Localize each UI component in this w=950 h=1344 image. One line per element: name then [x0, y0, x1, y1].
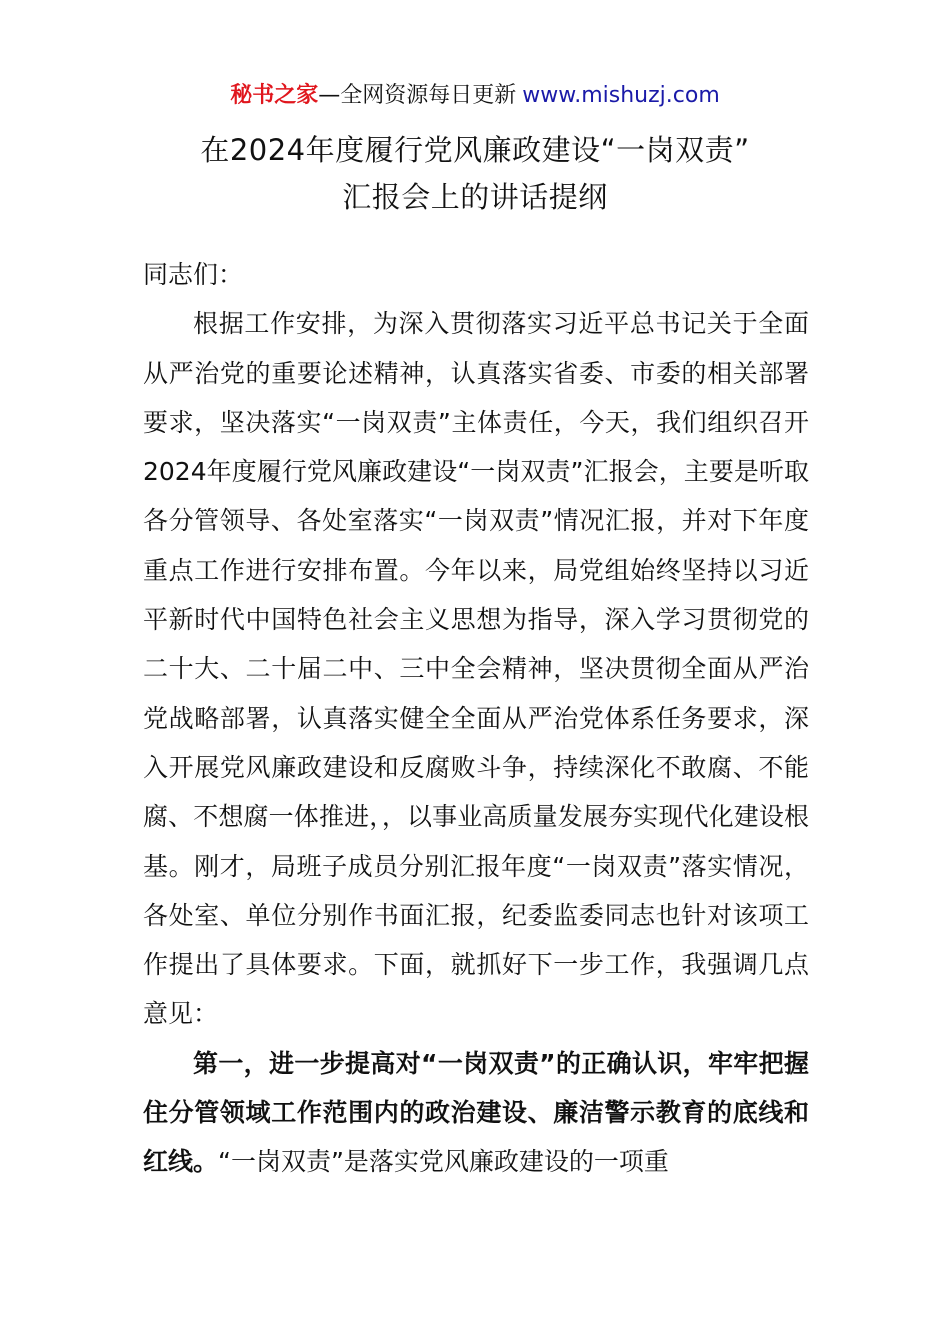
salutation: 同志们：	[143, 260, 244, 289]
site-name: 秘书之家	[230, 83, 319, 108]
paragraph-2	[143, 1039, 809, 1187]
site-tagline: —全网资源每日更新	[318, 83, 517, 108]
site-watermark-header	[0, 80, 950, 112]
document-title-line1: 在2024年度履行党风廉政建设“一岗双责”	[200, 133, 750, 167]
paragraph-2-text: “一岗双责”是落实党风廉政建设的一项重	[218, 1147, 669, 1177]
paragraph-2-heading: 第一，进一步提高对“一岗双责”的正确认识，牢牢把握住分管领域工作范围内的政治建设、廉洁警示教育的底线和红线。	[143, 1048, 809, 1177]
paragraph-1: 根据工作安排，为深入贯彻落实习近平总书记关于全面从严治党的重要论述精神，认真落实省委、市委的相关部署要求，坚决落实“一岗双责”主体责任，今天，我们组织召开2024年度履行党风廉政建设“一岗双责”汇报会，主要是听取各分管领导、各处室落实“一岗双责”情况汇报，并对下年度重点工作进行安排布置。今年以来，局党组始终坚持以习近平新时代中国特色社会主义思想为指导，深入学习贯彻党的二十大、二十届二中、三中全会精神，坚决贯彻全面从严治党战略部署，认真落实健全全面从严治党体系任务要求，深入开展党风廉政建设和反腐败斗争，持续深化不敢腐、不能腐、不想腐一体推进，，以事业高质量发展夯实现代化建设根基。刚才，局班子成员分别汇报年度“一岗双责”落实情况，各处室、单位分别作书面汇报，纪委监委同志也针对该项工作提出了具体要求。下面，就抓好下一步工作，我强调几点意见：	[143, 309, 809, 1029]
document-title-line2: 汇报会上的讲话提纲	[342, 180, 608, 214]
site-url: www.mishuzj.com	[522, 83, 720, 108]
document-body	[143, 250, 809, 1187]
